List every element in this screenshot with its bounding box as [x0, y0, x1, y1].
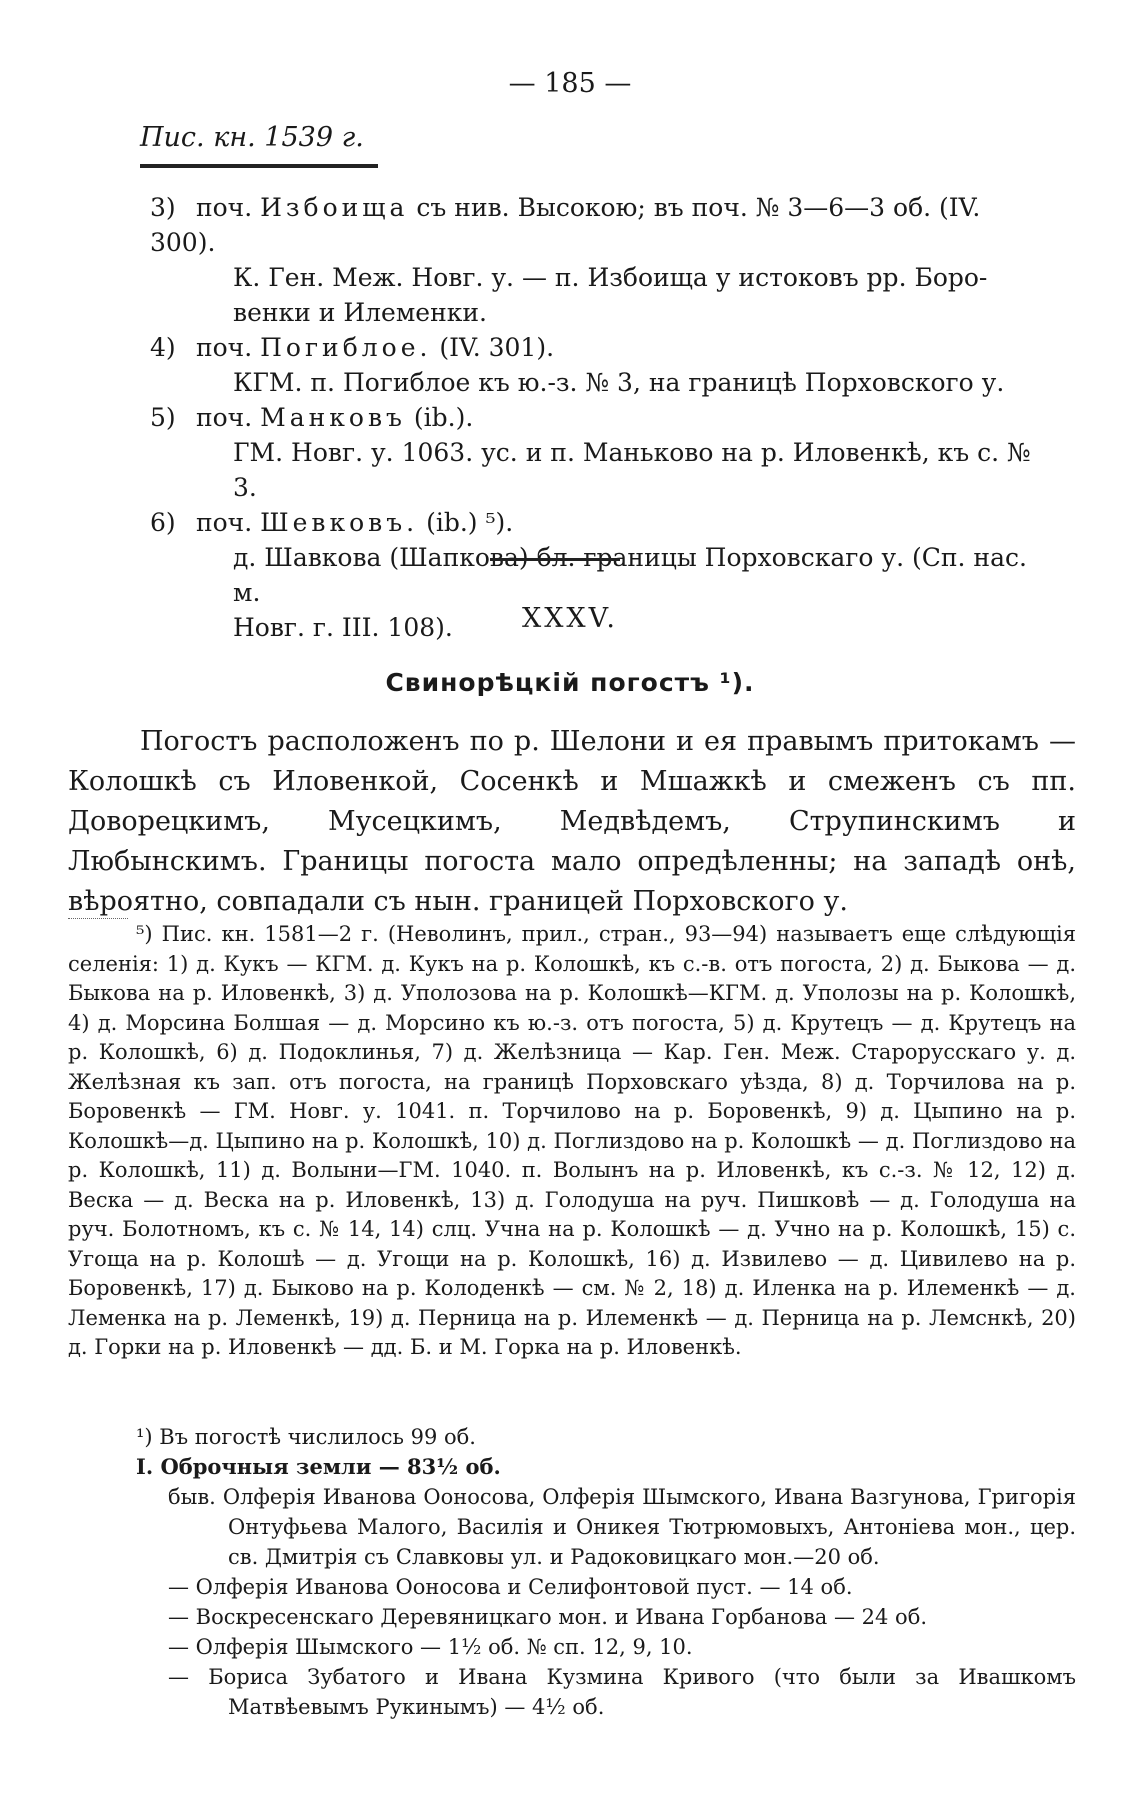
- section-title: Свинорѣцкій погостъ ¹).: [385, 668, 755, 697]
- entry-rest: съ нив. Высокою; въ поч. № 3—6—3 об. (IV. 300).: [150, 193, 981, 257]
- entry-prefix: поч.: [195, 193, 253, 222]
- entry-rest: (IV. 301).: [439, 333, 555, 362]
- entries-list: [150, 190, 1050, 645]
- entry-sub-line: д. Шавкова (Шапкова) бл. границы Порховскаго у. (Сп. нас. м.: [233, 543, 1027, 607]
- entry-number: 3): [150, 193, 176, 222]
- entry-item: [150, 190, 1050, 330]
- land-item: — Олферія Иванова Ооносова и Селифонтовой пуст. — 14 об.: [168, 1575, 853, 1599]
- entry-sub-line: К. Ген. Меж. Новг. у. — п. Избоища у истоковъ рр. Боро-: [233, 263, 988, 292]
- entry-name: Шевковъ.: [260, 508, 419, 537]
- entry-number: 5): [150, 403, 176, 432]
- entry-prefix: поч.: [195, 508, 253, 537]
- entry-item: [150, 330, 1050, 400]
- entry-rest: (ib.).: [413, 403, 474, 432]
- land-heading: I. Оброчныя земли — 83½ об.: [136, 1454, 501, 1479]
- land-items-list: [168, 1482, 1076, 1722]
- section-divider: [490, 558, 620, 561]
- header-reference: Пис. кн. 1539 г.: [140, 122, 364, 153]
- entry-sub-line: Новг. г. III. 108).: [233, 613, 453, 642]
- footnote-1: ¹) Въ погостѣ числилось 99 об.: [136, 1425, 476, 1449]
- header-underline: [140, 164, 378, 168]
- entry-name: Манковъ: [260, 403, 406, 432]
- footnote-divider: [68, 918, 128, 919]
- entry-item: [150, 400, 1050, 505]
- land-item: — Воскресенскаго Деревяницкаго мон. и Ивана Горбанова — 24 об.: [168, 1605, 928, 1629]
- entry-prefix: поч.: [195, 333, 253, 362]
- entry-sub-line: венки и Илеменки.: [233, 298, 487, 327]
- entry-sub-line: КГМ. п. Погиблое къ ю.-з. № 3, на границѣ Порховского у.: [233, 368, 1005, 397]
- entry-number: 4): [150, 333, 176, 362]
- entry-name: Погиблое.: [260, 333, 432, 362]
- land-item: — Бориса Зубатого и Ивана Кузмина Кривого (что были за Ивашкомъ Матвѣевымъ Рукинымъ) — 4½ об.: [168, 1665, 1076, 1719]
- land-item: — Олферія Шымского — 1½ об. № сп. 12, 9, 10.: [168, 1635, 693, 1659]
- entry-prefix: поч.: [195, 403, 253, 432]
- entry-number: 6): [150, 508, 176, 537]
- section-number: XXXV.: [521, 603, 619, 634]
- land-item: быв. Олферія Иванова Ооносова, Олферія Шымского, Ивана Вазгунова, Григорія Онтуфьева Малого, Василія и Оникея Тютрюмовыхъ, Антонiева мон., цер. св. Дмитрія съ Славковы ул. и Радоковицкаго мон.—20 об.: [168, 1485, 1076, 1569]
- intro-paragraph: Погостъ расположенъ по р. Шелони и ея правымъ притокамъ — Колошкѣ съ Иловенкой, Сосенкѣ и Мшажкѣ и смеженъ съ пп. Доворецкимъ, Мусецкимъ, Медвѣдемъ, Струпинскимъ и Любынскимъ. Границы погоста мало опредѣленны; на западѣ онѣ, вѣроятно, совпадали съ нын. границей Порховского у.: [68, 726, 1076, 917]
- entry-rest: (ib.) ⁵).: [426, 508, 514, 537]
- footnote-5: ⁵) Пис. кн. 1581—2 г. (Неволинъ, прил., стран., 93—94) называетъ еще слѣдующія селенія: 1) д. Кукъ — КГМ. д. Кукъ на р. Колошкѣ, къ с.-в. отъ погоста, 2) д. Быкова — д. Быкова на р. Иловенкѣ, 3) д. Уполозова на р. Колошкѣ—КГМ. д. Уполозы на р. Колошкѣ, 4) д. Морсина Болшая — д. Морсино къ ю.-з. отъ погоста, 5) д. Крутецъ — д. Крутецъ на р. Колошкѣ, 6) д. Подоклинья, 7) д. Желѣзница — Кар. Ген. Меж. Старорусскаго у. д. Желѣзная къ зап. отъ погоста, на границѣ Порховскаго уѣзда, 8) д. Торчилова на р. Боровенкѣ — ГМ. Новг. у. 1041. п. Торчилово на р. Боровенкѣ, 9) д. Цыпино на р. Колошкѣ—д. Цыпино на р. Колошкѣ, 10) д. Поглиздово на р. Колошкѣ — д. Поглиздово на р. Колошкѣ, 11) д. Волыни—ГМ. 1040. п. Волынъ на р. Иловенкѣ, къ с.-з. № 12, 12) д. Веска — д. Веска на р. Иловенкѣ, 13) д. Голодуша на руч. Пишковѣ — д. Голодуша на руч. Болотномъ, къ с. № 14, 14) слц. Учна на р. Колошкѣ — д. Учно на р. Колошкѣ, 15) с. Угоща на р. Колошѣ — д. Угощи на р. Колошкѣ, 16) д. Извилево — д. Цивилево на р. Боровенкѣ, 17) д. Быково на р. Колоденкѣ — см. № 2, 18) д. Иленка на р. Илеменкѣ — д. Леменка на р. Леменкѣ, 19) д. Перница на р. Илеменкѣ — д. Перница на р. Лемснкѣ, 20) д. Горки на р. Иловенкѣ — дд. Б. и М. Горка на р. Иловенкѣ.: [68, 922, 1076, 1359]
- page-number: — 185 —: [508, 68, 632, 99]
- entry-sub-line: ГМ. Новг. у. 1063. ус. и п. Маньково на р. Иловенкѣ, къ с. № 3.: [233, 438, 1031, 502]
- entry-name: Избоища: [260, 193, 409, 222]
